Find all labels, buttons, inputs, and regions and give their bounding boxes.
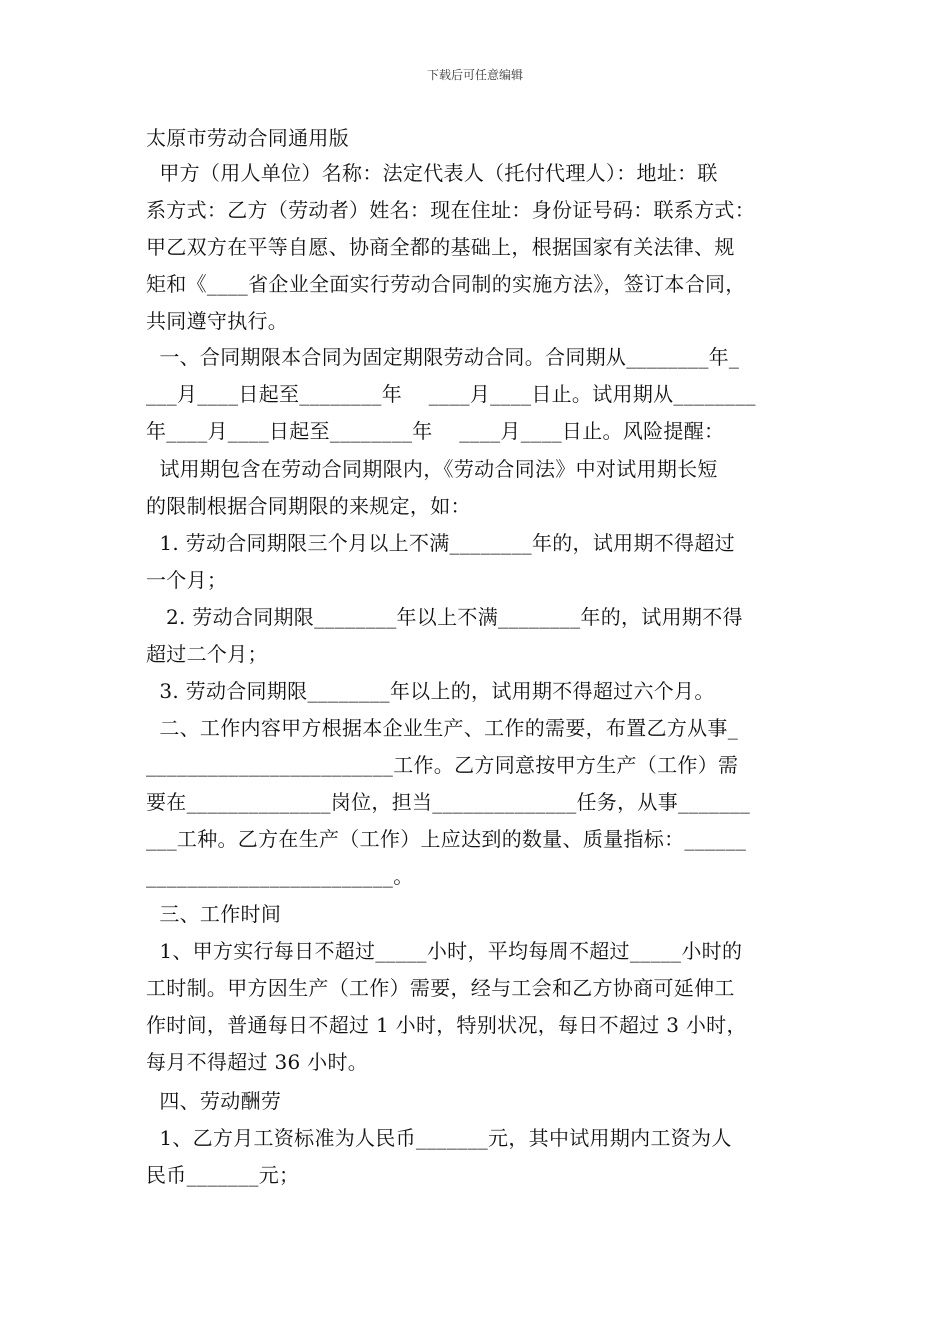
paragraph-line: 民币_______元；	[146, 1163, 300, 1187]
paragraph-line: 试用期包含在劳动合同期限内，《劳动合同法》中对试用期长短	[146, 457, 718, 481]
paragraph-line: 一、合同期限本合同为固定期限劳动合同。合同期从________年_	[146, 345, 740, 369]
paragraph-line: 1、甲方实行每日不超过_____小时，平均每周不超过_____小时的	[146, 939, 743, 963]
paragraph-line: 甲方（用人单位）名称：法定代表人（托付代理人）：地址：联	[146, 161, 718, 185]
paragraph-line: 1、乙方月工资标准为人民币_______元，其中试用期内工资为人	[146, 1126, 732, 1150]
paragraph-line: 1. 劳动合同期限三个月以上不满________年的，试用期不得超过	[146, 531, 735, 555]
paragraph-line: 一个月；	[146, 568, 228, 592]
page-header: 下载后可任意编辑	[426, 68, 523, 82]
paragraph-line: ________________________。	[146, 864, 414, 888]
section-heading: 四、劳动酬劳	[146, 1089, 282, 1113]
paragraph-line: 系方式：乙方（劳动者）姓名：现在住址：身份证号码：联系方式：	[146, 198, 755, 222]
paragraph-line: ___工种。乙方在生产（工作）上应达到的数量、质量指标：______	[146, 827, 747, 851]
paragraph-line: ________________________工作。乙方同意按甲方生产（工作）需	[146, 753, 739, 777]
paragraph-line: 工时制。甲方因生产（工作）需要，经与工会和乙方协商可延伸工	[146, 976, 735, 1000]
paragraph-line: 2. 劳动合同期限________年以上不满________年的，试用期不得	[146, 605, 743, 629]
paragraph-line: 超过二个月；	[146, 642, 268, 666]
paragraph-line: 矩和《____省企业全面实行劳动合同制的实施方法》，签订本合同，	[146, 272, 746, 296]
paragraph-line: ___月____日起至________年 ____月____日止。试用期从________	[146, 382, 756, 406]
paragraph-line: 每月不得超过 36 小时。	[146, 1050, 369, 1074]
paragraph-line: 共同遵守执行。	[146, 309, 289, 333]
paragraph-line: 作时间，普通每日不超过 1 小时，特别状况，每日不超过 3 小时，	[146, 1013, 747, 1037]
paragraph-line: 要在______________岗位，担当______________任务，从事_______	[146, 790, 751, 814]
paragraph-line: 的限制根据合同期限的来规定，如：	[146, 494, 471, 518]
paragraph-line: 甲乙双方在平等自愿、协商全都的基础上，根据国家有关法律、规	[146, 235, 735, 259]
document-title: 太原市劳动合同通用版	[146, 126, 349, 150]
section-heading: 三、工作时间	[146, 902, 282, 926]
paragraph-line: 3. 劳动合同期限________年以上的，试用期不得超过六个月。	[146, 679, 715, 703]
paragraph-line: 二、工作内容甲方根据本企业生产、工作的需要，布置乙方从事_	[146, 716, 739, 740]
paragraph-line: 年____月____日起至________年 ____月____日止。风险提醒：	[146, 419, 725, 443]
